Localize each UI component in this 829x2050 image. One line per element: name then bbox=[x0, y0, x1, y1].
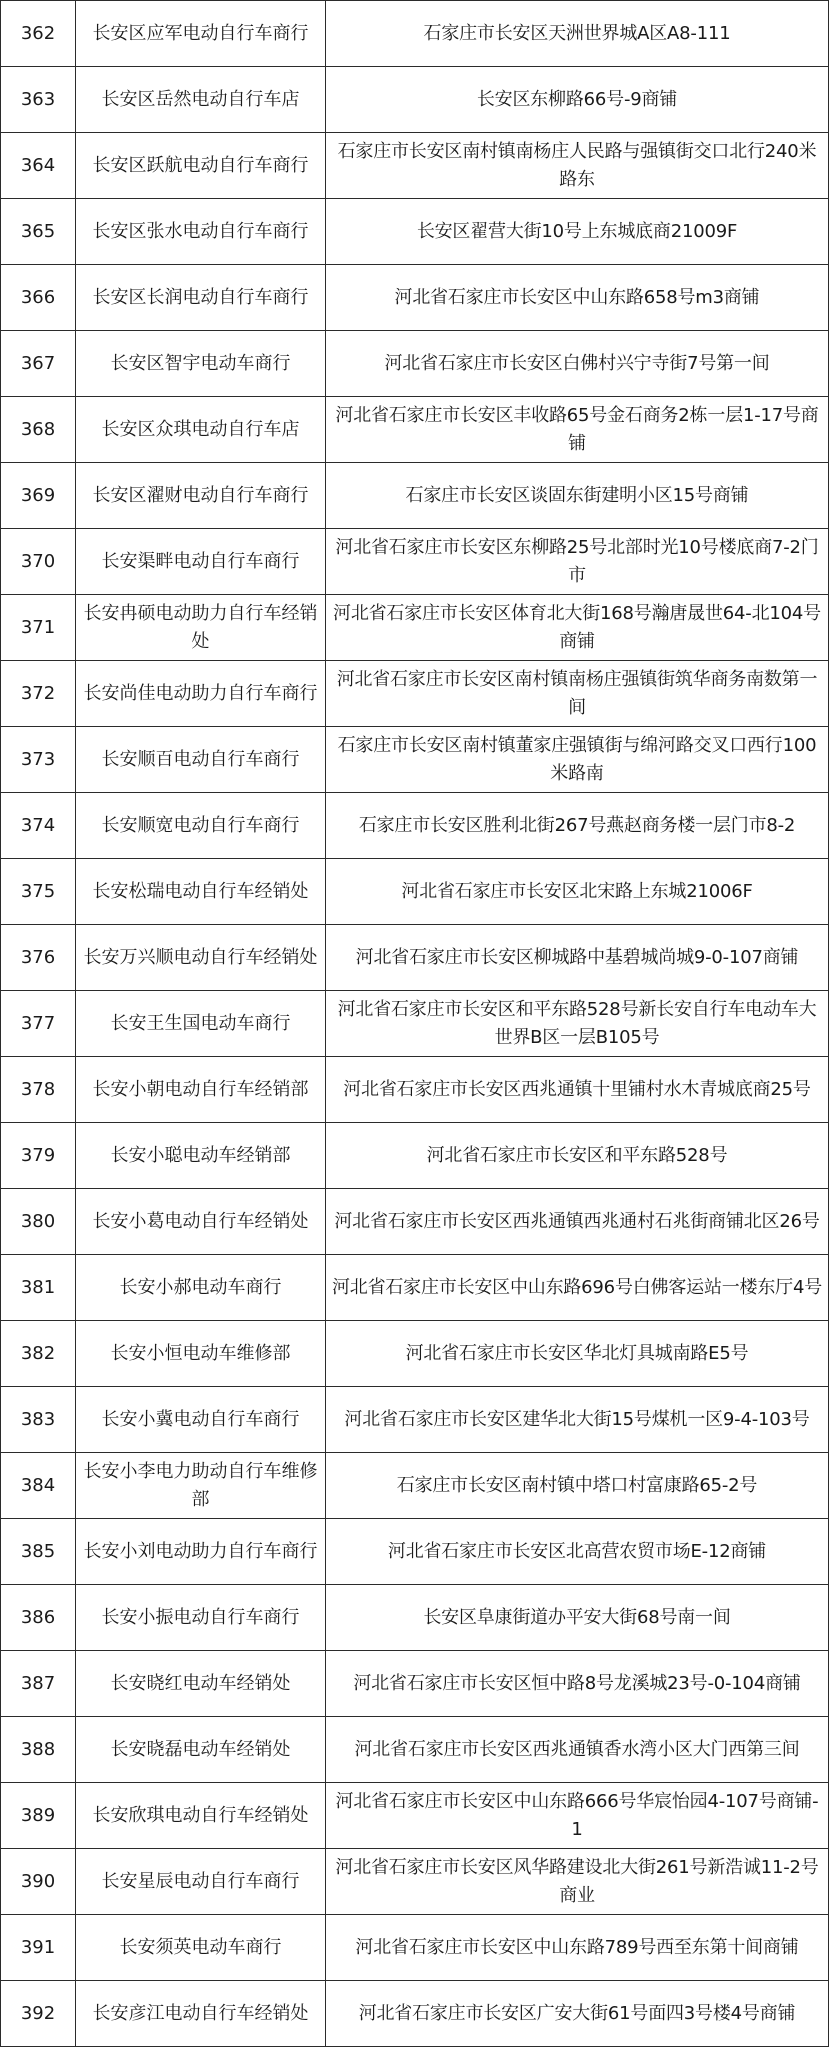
table-row bbox=[1, 1255, 829, 1321]
dealer-name: 长安松瑞电动自行车经销处 bbox=[76, 859, 326, 925]
dealer-name: 长安小恒电动车维修部 bbox=[76, 1321, 326, 1387]
dealer-address: 河北省石家庄市长安区北高营农贸市场E-12商铺 bbox=[326, 1519, 829, 1585]
row-number: 380 bbox=[1, 1189, 76, 1255]
dealer-address: 河北省石家庄市长安区西兆通镇西兆通村石兆街商铺北区26号 bbox=[326, 1189, 829, 1255]
row-number: 364 bbox=[1, 133, 76, 199]
table-row bbox=[1, 1387, 829, 1453]
table-row bbox=[1, 529, 829, 595]
dealer-name: 长安小李电力助动自行车维修部 bbox=[76, 1453, 326, 1519]
dealer-address: 河北省石家庄市长安区体育北大街168号瀚唐晟世64-北104号商铺 bbox=[326, 595, 829, 661]
dealer-address: 河北省石家庄市长安区恒中路8号龙溪城23号-0-104商铺 bbox=[326, 1651, 829, 1717]
table-row bbox=[1, 199, 829, 265]
dealer-name: 长安区张水电动自行车商行 bbox=[76, 199, 326, 265]
dealer-name: 长安区智宇电动车商行 bbox=[76, 331, 326, 397]
dealer-name: 长安彦江电动自行车经销处 bbox=[76, 1981, 326, 2047]
dealer-name: 长安小刘电动助力自行车商行 bbox=[76, 1519, 326, 1585]
table-row bbox=[1, 1783, 829, 1849]
dealer-name: 长安区应军电动自行车商行 bbox=[76, 1, 326, 67]
row-number: 362 bbox=[1, 1, 76, 67]
table-row bbox=[1, 1717, 829, 1783]
dealer-name: 长安小聪电动车经销部 bbox=[76, 1123, 326, 1189]
dealer-name: 长安区濯财电动自行车商行 bbox=[76, 463, 326, 529]
dealer-address: 河北省石家庄市长安区西兆通镇十里铺村水木青城底商25号 bbox=[326, 1057, 829, 1123]
dealer-name: 长安顺宽电动自行车商行 bbox=[76, 793, 326, 859]
row-number: 390 bbox=[1, 1849, 76, 1915]
row-number: 385 bbox=[1, 1519, 76, 1585]
row-number: 373 bbox=[1, 727, 76, 793]
dealer-address: 石家庄市长安区胜利北街267号燕赵商务楼一层门市8-2 bbox=[326, 793, 829, 859]
table-row bbox=[1, 1651, 829, 1717]
table-row bbox=[1, 265, 829, 331]
table-row bbox=[1, 1321, 829, 1387]
table-row bbox=[1, 1057, 829, 1123]
dealer-address: 石家庄市长安区南村镇南杨庄人民路与强镇街交口北行240米路东 bbox=[326, 133, 829, 199]
table-row bbox=[1, 1519, 829, 1585]
row-number: 367 bbox=[1, 331, 76, 397]
table-row bbox=[1, 1849, 829, 1915]
dealer-address: 长安区阜康街道办平安大街68号南一间 bbox=[326, 1585, 829, 1651]
dealer-address: 河北省石家庄市长安区风华路建设北大街261号新浩诚11-2号商业 bbox=[326, 1849, 829, 1915]
dealer-name: 长安尚佳电动助力自行车商行 bbox=[76, 661, 326, 727]
dealer-name: 长安小郝电动车商行 bbox=[76, 1255, 326, 1321]
dealer-name: 长安星辰电动自行车商行 bbox=[76, 1849, 326, 1915]
table-row bbox=[1, 1453, 829, 1519]
row-number: 392 bbox=[1, 1981, 76, 2047]
table-row bbox=[1, 1981, 829, 2047]
dealer-address: 河北省石家庄市长安区中山东路658号m3商铺 bbox=[326, 265, 829, 331]
table-row bbox=[1, 595, 829, 661]
row-number: 366 bbox=[1, 265, 76, 331]
dealer-name: 长安区跃航电动自行车商行 bbox=[76, 133, 326, 199]
row-number: 370 bbox=[1, 529, 76, 595]
dealer-address: 河北省石家庄市长安区和平东路528号 bbox=[326, 1123, 829, 1189]
dealer-address: 河北省石家庄市长安区中山东路666号华宸怡园4-107号商铺-1 bbox=[326, 1783, 829, 1849]
dealer-name: 长安晓红电动车经销处 bbox=[76, 1651, 326, 1717]
dealer-address: 河北省石家庄市长安区建华北大街15号煤机一区9-4-103号 bbox=[326, 1387, 829, 1453]
dealer-name: 长安小葛电动自行车经销处 bbox=[76, 1189, 326, 1255]
dealer-name: 长安须英电动车商行 bbox=[76, 1915, 326, 1981]
dealer-address: 长安区东柳路66号-9商铺 bbox=[326, 67, 829, 133]
table-row bbox=[1, 661, 829, 727]
dealer-address: 长安区翟营大街10号上东城底商21009F bbox=[326, 199, 829, 265]
row-number: 365 bbox=[1, 199, 76, 265]
row-number: 389 bbox=[1, 1783, 76, 1849]
dealer-name: 长安区岳然电动自行车店 bbox=[76, 67, 326, 133]
row-number: 391 bbox=[1, 1915, 76, 1981]
dealer-address: 河北省石家庄市长安区中山东路696号白佛客运站一楼东厅4号 bbox=[326, 1255, 829, 1321]
row-number: 388 bbox=[1, 1717, 76, 1783]
row-number: 379 bbox=[1, 1123, 76, 1189]
dealer-address: 河北省石家庄市长安区丰收路65号金石商务2栋一层1-17号商铺 bbox=[326, 397, 829, 463]
row-number: 386 bbox=[1, 1585, 76, 1651]
dealer-address: 河北省石家庄市长安区柳城路中基碧城尚城9-0-107商铺 bbox=[326, 925, 829, 991]
table-row bbox=[1, 331, 829, 397]
dealer-name: 长安晓磊电动车经销处 bbox=[76, 1717, 326, 1783]
dealer-name: 长安区长润电动自行车商行 bbox=[76, 265, 326, 331]
table-row bbox=[1, 397, 829, 463]
dealer-name: 长安顺百电动自行车商行 bbox=[76, 727, 326, 793]
row-number: 369 bbox=[1, 463, 76, 529]
row-number: 384 bbox=[1, 1453, 76, 1519]
table-row bbox=[1, 727, 829, 793]
table-row bbox=[1, 925, 829, 991]
dealer-address: 河北省石家庄市长安区南村镇南杨庄强镇街筑华商务南数第一间 bbox=[326, 661, 829, 727]
row-number: 372 bbox=[1, 661, 76, 727]
table-row bbox=[1, 1, 829, 67]
row-number: 382 bbox=[1, 1321, 76, 1387]
dealer-address: 河北省石家庄市长安区东柳路25号北部时光10号楼底商7-2门市 bbox=[326, 529, 829, 595]
dealer-table-body bbox=[1, 1, 829, 2047]
row-number: 387 bbox=[1, 1651, 76, 1717]
dealer-address: 河北省石家庄市长安区华北灯具城南路E5号 bbox=[326, 1321, 829, 1387]
table-row bbox=[1, 133, 829, 199]
table-row bbox=[1, 1915, 829, 1981]
dealer-name: 长安渠畔电动自行车商行 bbox=[76, 529, 326, 595]
row-number: 376 bbox=[1, 925, 76, 991]
table-row bbox=[1, 1585, 829, 1651]
dealer-address: 河北省石家庄市长安区中山东路789号西至东第十间商铺 bbox=[326, 1915, 829, 1981]
row-number: 374 bbox=[1, 793, 76, 859]
row-number: 371 bbox=[1, 595, 76, 661]
row-number: 378 bbox=[1, 1057, 76, 1123]
table-row bbox=[1, 991, 829, 1057]
table-row bbox=[1, 793, 829, 859]
dealer-address: 河北省石家庄市长安区北宋路上东城21006F bbox=[326, 859, 829, 925]
dealer-name: 长安欣琪电动自行车经销处 bbox=[76, 1783, 326, 1849]
dealer-name: 长安万兴顺电动自行车经销处 bbox=[76, 925, 326, 991]
table-row bbox=[1, 1123, 829, 1189]
dealer-name: 长安王生国电动车商行 bbox=[76, 991, 326, 1057]
row-number: 363 bbox=[1, 67, 76, 133]
dealer-address: 石家庄市长安区南村镇董家庄强镇街与绵河路交叉口西行100米路南 bbox=[326, 727, 829, 793]
dealer-name: 长安小朝电动自行车经销部 bbox=[76, 1057, 326, 1123]
dealer-address: 河北省石家庄市长安区白佛村兴宁寺街7号第一间 bbox=[326, 331, 829, 397]
dealer-name: 长安小冀电动自行车商行 bbox=[76, 1387, 326, 1453]
table-row bbox=[1, 1189, 829, 1255]
row-number: 383 bbox=[1, 1387, 76, 1453]
dealer-address: 石家庄市长安区天洲世界城A区A8-111 bbox=[326, 1, 829, 67]
table-row bbox=[1, 67, 829, 133]
dealer-address: 河北省石家庄市长安区西兆通镇香水湾小区大门西第三间 bbox=[326, 1717, 829, 1783]
dealer-name: 长安区众琪电动自行车店 bbox=[76, 397, 326, 463]
dealer-name: 长安小振电动自行车商行 bbox=[76, 1585, 326, 1651]
table-row bbox=[1, 463, 829, 529]
dealer-address: 河北省石家庄市长安区和平东路528号新长安自行车电动车大世界B区一层B105号 bbox=[326, 991, 829, 1057]
dealer-name: 长安冉硕电动助力自行车经销处 bbox=[76, 595, 326, 661]
row-number: 375 bbox=[1, 859, 76, 925]
row-number: 377 bbox=[1, 991, 76, 1057]
row-number: 368 bbox=[1, 397, 76, 463]
row-number: 381 bbox=[1, 1255, 76, 1321]
dealer-address: 河北省石家庄市长安区广安大街61号面四3号楼4号商铺 bbox=[326, 1981, 829, 2047]
dealer-address: 石家庄市长安区谈固东街建明小区15号商铺 bbox=[326, 463, 829, 529]
dealer-address: 石家庄市长安区南村镇中塔口村富康路65-2号 bbox=[326, 1453, 829, 1519]
table-row bbox=[1, 859, 829, 925]
